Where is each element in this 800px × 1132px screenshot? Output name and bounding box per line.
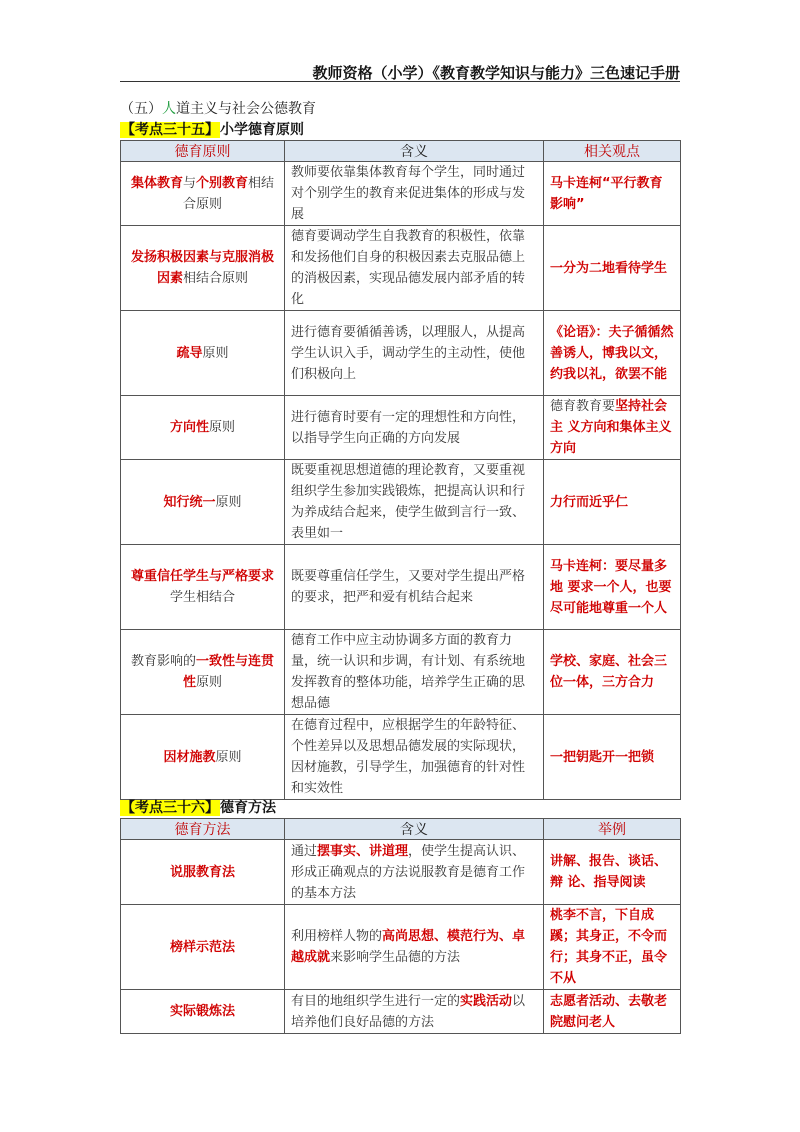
principle-name: 因材施教原则: [121, 715, 285, 800]
table-row: [121, 840, 681, 905]
header-divider: [120, 81, 680, 82]
principle-view: 马卡连柯：要尽量多地 要求一个人，也要尽可能地尊重一个人: [544, 545, 681, 630]
kd35-tag: 【考点三十五】: [121, 122, 219, 138]
col-header-view: 相关观点: [544, 141, 681, 162]
principle-name: 教育影响的一致性与连贯性原则: [121, 630, 285, 715]
principle-meaning: 进行德育要循循善诱，以理服人，从提高学生认识入手，调动学生的主动性，使他们积极向上: [285, 311, 544, 396]
table-row: [121, 715, 681, 800]
col-header-meaning: 含义: [285, 141, 544, 162]
principle-view: 一把钥匙开一把锁: [544, 715, 681, 800]
principle-name: 疏导原则: [121, 311, 285, 396]
kd35-title: [120, 119, 304, 139]
table-row: [121, 545, 681, 630]
kd36-title: [120, 797, 276, 817]
principle-view: 德育教育要坚持社会主 义方向和集体主义方向: [544, 396, 681, 460]
section-title: [120, 98, 316, 118]
principle-name: 知行统一原则: [121, 460, 285, 545]
kd35-name: 小学德育原则: [220, 122, 304, 138]
table-row: [121, 226, 681, 311]
method-name: 实际锻炼法: [121, 990, 285, 1034]
col-header-method: 德育方法: [121, 819, 285, 840]
page-header: 教师资格（小学）《教育教学知识与能力》三色速记手册: [312, 64, 680, 82]
col-header-principle: 德育原则: [121, 141, 285, 162]
section-accent: 人: [162, 101, 176, 117]
table-row: [121, 460, 681, 545]
method-example: 志愿者活动、去敬老院慰问老人: [544, 990, 681, 1034]
principle-meaning: 德育工作中应主动协调多方面的教育力量，统一认识和步调，有计划、有系统地发挥教育的整体功能，培养学生正确的思想品德: [285, 630, 544, 715]
method-example: 桃李不言，下自成蹊；其身正，不令而行；其身不正，虽令不从: [544, 905, 681, 990]
principle-meaning: 既要重视思想道德的理论教育，又要重视组织学生参加实践锻炼，把提高认识和行为养成结合起来，使学生做到言行一致、表里如一: [285, 460, 544, 545]
table-header-row: [121, 141, 681, 162]
table-row: [121, 990, 681, 1034]
table-row: [121, 311, 681, 396]
principle-meaning: 教师要依靠集体教育每个学生，同时通过对个别学生的教育来促进集体的形成与发展: [285, 162, 544, 226]
kd36-name: 德育方法: [220, 800, 276, 816]
principle-meaning: 进行德育时要有一定的理想性和方向性，以指导学生向正确的方向发展: [285, 396, 544, 460]
section-prefix: （五）: [120, 101, 162, 117]
principle-name: 集体教育与个别教育相结合原则: [121, 162, 285, 226]
principle-view: 《论语》：夫子循循然善诱人，博我以文，约我以礼，欲罢不能: [544, 311, 681, 396]
principle-meaning: 既要尊重信任学生，又要对学生提出严格的要求，把严和爱有机结合起来: [285, 545, 544, 630]
method-meaning: 利用榜样人物的高尚思想、模范行为、卓越成就来影响学生品德的方法: [285, 905, 544, 990]
col-header-example: 举例: [544, 819, 681, 840]
method-meaning: 通过摆事实、讲道理，使学生提高认识、形成正确观点的方法说服教育是德育工作的基本方法: [285, 840, 544, 905]
principle-view: 一分为二地看待学生: [544, 226, 681, 311]
principle-view: 马卡连柯“平行教育影响”: [544, 162, 681, 226]
method-name: 榜样示范法: [121, 905, 285, 990]
principle-view: 力行而近乎仁: [544, 460, 681, 545]
principle-meaning: 德育要调动学生自我教育的积极性，依靠和发扬他们自身的积极因素去克服品德上的消极因素，实现品德发展内部矛盾的转化: [285, 226, 544, 311]
table-row: [121, 905, 681, 990]
kd36-tag: 【考点三十六】: [121, 800, 219, 816]
principle-view: 学校、家庭、社会三位一体，三方合力: [544, 630, 681, 715]
table-row: [121, 630, 681, 715]
principle-meaning: 在德育过程中，应根据学生的年龄特征、个性差异以及思想品德发展的实际现状，因材施教，引导学生，加强德育的针对性和实效性: [285, 715, 544, 800]
method-name: 说服教育法: [121, 840, 285, 905]
table-header-row: [121, 819, 681, 840]
method-example: 讲解、报告、谈话、辩 论、指导阅读: [544, 840, 681, 905]
section-rest: 道主义与社会公德教育: [176, 101, 316, 117]
methods-table: [120, 818, 681, 1034]
col-header-meaning: 含义: [285, 819, 544, 840]
principles-table: [120, 140, 681, 800]
table-row: [121, 162, 681, 226]
principle-name: 方向性原则: [121, 396, 285, 460]
method-meaning: 有目的地组织学生进行一定的实践活动以培养他们良好品德的方法: [285, 990, 544, 1034]
principle-name: 发扬积极因素与克服消极因素相结合原则: [121, 226, 285, 311]
table-row: [121, 396, 681, 460]
principle-name: 尊重信任学生与严格要求学生相结合: [121, 545, 285, 630]
